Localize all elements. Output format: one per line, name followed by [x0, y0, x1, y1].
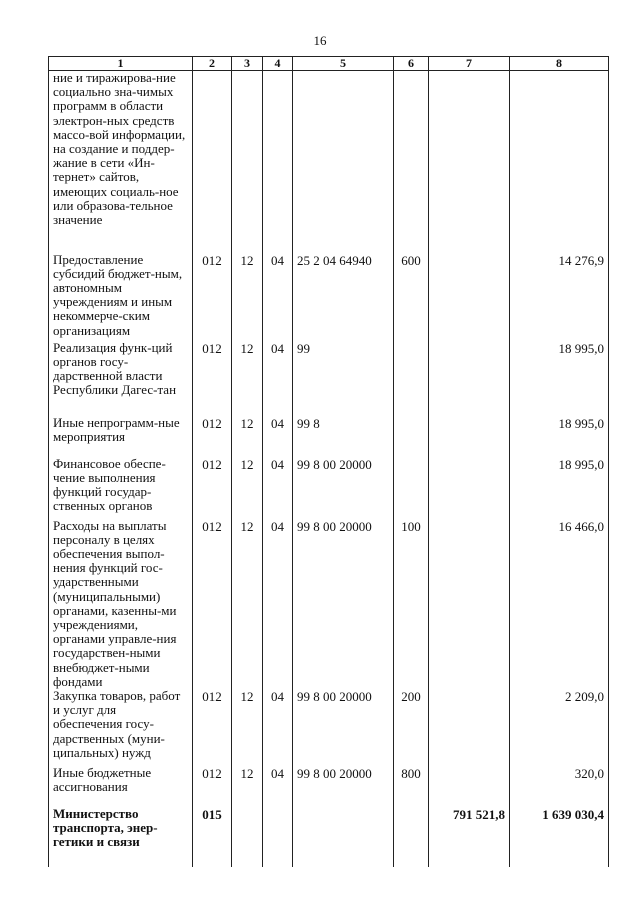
cell-col7: 791 521,8	[429, 807, 510, 867]
cell-target-article: 99 8 00 20000	[293, 766, 394, 807]
row-name: Министерство транспорта, энер-гетики и связи	[49, 807, 193, 867]
cell-target-article: 99	[293, 341, 394, 416]
cell-target-article: 99 8 00 20000	[293, 689, 394, 766]
cell-subsection: 04	[263, 253, 293, 341]
table-header-row	[49, 57, 609, 71]
table-row	[49, 341, 609, 416]
cell-amount: 14 276,9	[510, 253, 609, 341]
cell-ministry-code: 012	[193, 416, 232, 457]
cell-expense-type	[394, 457, 429, 519]
header-col-6: 6	[394, 57, 429, 71]
cell-section: 12	[232, 689, 263, 766]
cell-ministry-code: 012	[193, 519, 232, 689]
cell-amount	[510, 71, 609, 253]
cell-section: 12	[232, 341, 263, 416]
row-name: Иные бюджетные ассигнования	[49, 766, 193, 807]
cell-expense-type	[394, 416, 429, 457]
cell-ministry-code: 012	[193, 766, 232, 807]
cell-subsection	[263, 71, 293, 253]
table-row-ministry	[49, 807, 609, 867]
cell-section	[232, 71, 263, 253]
table-row	[49, 689, 609, 766]
row-name: Финансовое обеспе-чение выполнения функций государ-ственных органов	[49, 457, 193, 519]
header-col-2: 2	[193, 57, 232, 71]
cell-ministry-code	[193, 71, 232, 253]
cell-target-article	[293, 807, 394, 867]
header-col-4: 4	[263, 57, 293, 71]
header-col-8: 8	[510, 57, 609, 71]
cell-section: 12	[232, 253, 263, 341]
budget-table	[48, 56, 609, 867]
cell-col7	[429, 689, 510, 766]
cell-col7	[429, 519, 510, 689]
header-col-7: 7	[429, 57, 510, 71]
cell-expense-type: 200	[394, 689, 429, 766]
cell-ministry-code: 015	[193, 807, 232, 867]
row-name: Закупка товаров, работ и услуг для обеспечения госу-дарственных (муни-ципальных) нужд	[49, 689, 193, 766]
row-name: Иные непрограмм-ные мероприятия	[49, 416, 193, 457]
cell-target-article: 99 8	[293, 416, 394, 457]
table-row	[49, 766, 609, 807]
cell-section	[232, 807, 263, 867]
cell-col7	[429, 341, 510, 416]
cell-subsection: 04	[263, 457, 293, 519]
cell-expense-type: 800	[394, 766, 429, 807]
header-col-3: 3	[232, 57, 263, 71]
cell-ministry-code: 012	[193, 253, 232, 341]
table-row	[49, 457, 609, 519]
cell-amount: 18 995,0	[510, 457, 609, 519]
table-row	[49, 71, 609, 253]
cell-target-article	[293, 71, 394, 253]
cell-expense-type: 100	[394, 519, 429, 689]
cell-subsection: 04	[263, 689, 293, 766]
cell-amount: 320,0	[510, 766, 609, 807]
cell-subsection	[263, 807, 293, 867]
cell-target-article: 25 2 04 64940	[293, 253, 394, 341]
page-number: 16	[313, 33, 327, 48]
cell-amount: 18 995,0	[510, 416, 609, 457]
cell-section: 12	[232, 416, 263, 457]
table-row	[49, 519, 609, 689]
cell-ministry-code: 012	[193, 341, 232, 416]
cell-amount: 16 466,0	[510, 519, 609, 689]
cell-target-article: 99 8 00 20000	[293, 457, 394, 519]
cell-amount: 2 209,0	[510, 689, 609, 766]
cell-section: 12	[232, 766, 263, 807]
cell-section: 12	[232, 519, 263, 689]
cell-col7	[429, 253, 510, 341]
table-row	[49, 416, 609, 457]
row-name: Предоставление субсидий бюджет-ным, автономным учреждениям и иным некоммерче-ским организациям	[49, 253, 193, 341]
cell-expense-type	[394, 341, 429, 416]
cell-expense-type	[394, 71, 429, 253]
cell-amount: 18 995,0	[510, 341, 609, 416]
cell-subsection: 04	[263, 519, 293, 689]
table-row	[49, 253, 609, 341]
cell-col7	[429, 71, 510, 253]
cell-col7	[429, 766, 510, 807]
cell-ministry-code: 012	[193, 457, 232, 519]
row-name: Расходы на выплаты персоналу в целях обеспечения выпол-нения функций гос-ударственными (муниципальными) органами, казенны-ми учреждениями, органами управле-ния государствен-ными внебюджет-ными фондами	[49, 519, 193, 689]
cell-expense-type	[394, 807, 429, 867]
cell-subsection: 04	[263, 416, 293, 457]
cell-expense-type: 600	[394, 253, 429, 341]
cell-amount: 1 639 030,4	[510, 807, 609, 867]
cell-ministry-code: 012	[193, 689, 232, 766]
cell-section: 12	[232, 457, 263, 519]
header-col-1: 1	[49, 57, 193, 71]
cell-target-article: 99 8 00 20000	[293, 519, 394, 689]
row-name: ние и тиражирова-ние социально зна-чимых программ в области электрон-ных средств массо-вой информации, на создание и поддер-жание в сети «Ин-тернет» сайтов, имеющих социаль-ное или образова-тельное значение	[49, 71, 193, 253]
header-col-5: 5	[293, 57, 394, 71]
cell-col7	[429, 457, 510, 519]
cell-col7	[429, 416, 510, 457]
cell-subsection: 04	[263, 766, 293, 807]
row-name: Реализация функ-ций органов госу-дарственной власти Республики Дагес-тан	[49, 341, 193, 416]
cell-subsection: 04	[263, 341, 293, 416]
